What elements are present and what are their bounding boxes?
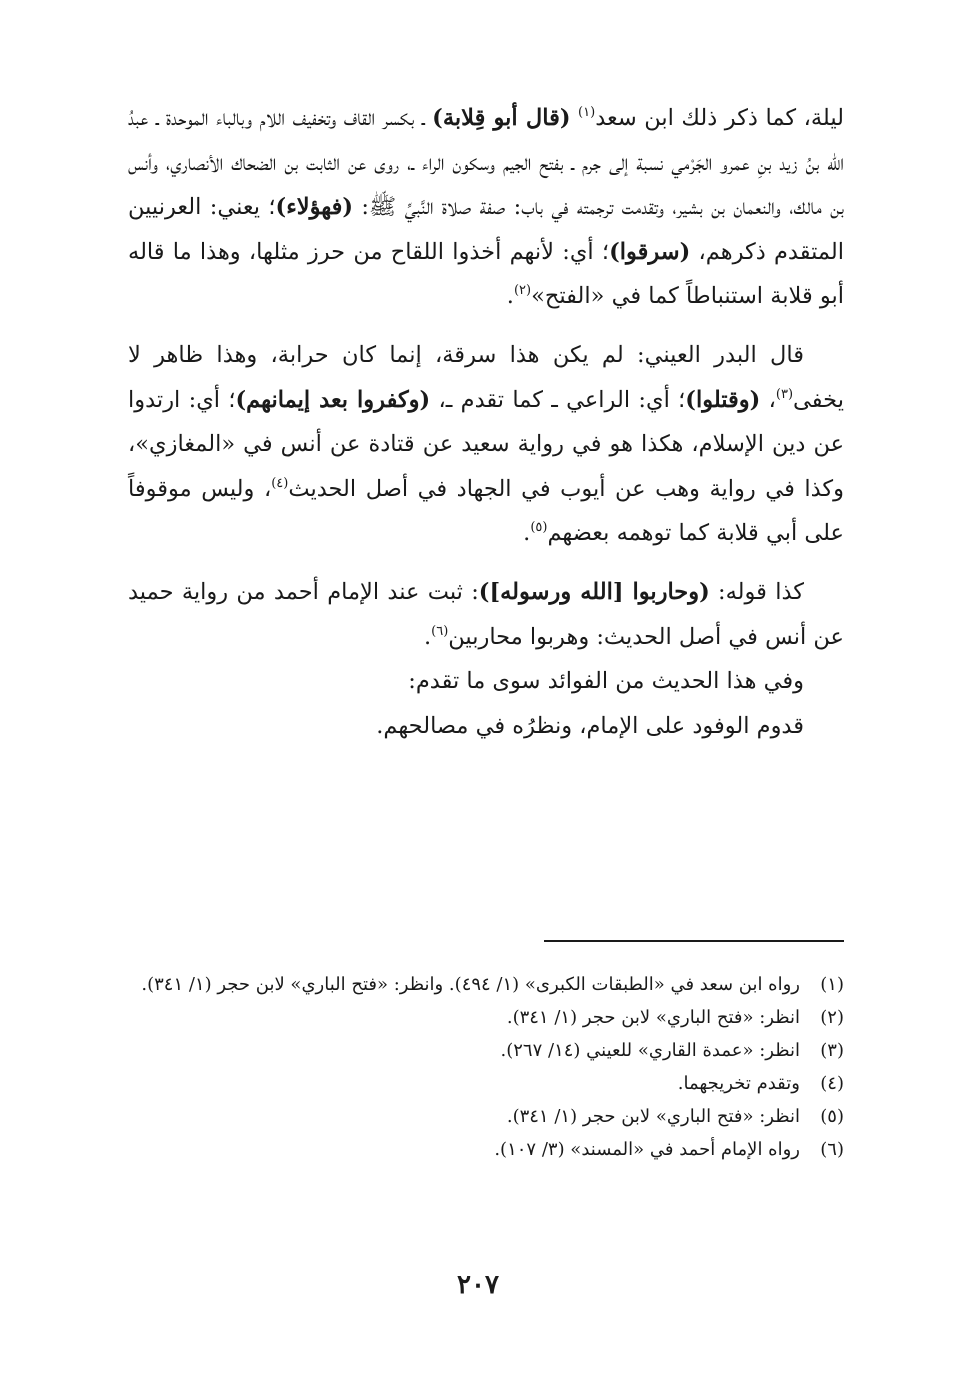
text-run: ؛ أي: لأنهم أخذوا اللقاح من حرز مثلها، وهذا ما قاله أبو قلابة استنباطاً كما في «الفتح» xyxy=(128,238,844,310)
paragraph-4 xyxy=(128,659,844,704)
paragraph-1 xyxy=(128,96,844,319)
text-run: ـ بكسر القاف وتخفيف اللام وبالباء الموحدة ـ عبدُ الله بنُ زيد بنِ عمرو الجَرْمي نسبة إلى جرم ـ بفتح الجيم وسكون الراء ـ، روى عن الثابت بن الضحاك الأنصاري، وأنس بن مالك، والنعمان بن بشير، وتقدمت ترجمته في باب: صفة صلاة النَّبيِّ ﷺ: xyxy=(128,105,844,221)
text-run: . xyxy=(423,623,432,650)
footnotes-list xyxy=(128,968,844,1166)
text-run: ؛ يعني: العرنيين المتقدم ذكرهم، xyxy=(128,194,844,265)
text-run: ، وليس موقوفاً على أبي قلابة كما توهمه بعضهم xyxy=(128,475,844,547)
footnote-text: وتقدم تخريجهما. xyxy=(677,1073,800,1094)
footnote xyxy=(128,1133,844,1166)
main-text xyxy=(128,96,844,748)
paragraph-5 xyxy=(128,704,844,749)
footnote xyxy=(128,1001,844,1034)
text-run: قدوم الوفود على الإمام، ونظرُه في مصالحهم. xyxy=(376,712,804,739)
footnote-text: انظر: «فتح الباري» لابن حجر (١/ ٣٤١). xyxy=(506,1007,800,1028)
footnote xyxy=(128,1100,844,1133)
footnote-marker: (٣) xyxy=(775,386,794,402)
page-number: ٢٠٧ xyxy=(457,1270,499,1300)
footnote-text: انظر: «عمدة القاري» للعيني (١٤/ ٢٦٧). xyxy=(500,1040,800,1061)
hadith-quote: (سرقوا) xyxy=(609,238,691,265)
text-run: . xyxy=(506,283,514,310)
footnote-text: رواه ابن سعد في «الطبقات الكبرى» (١/ ٤٩٤). وانظر: «فتح الباري» لابن حجر (١/ ٣٤١). xyxy=(141,974,800,995)
text-run xyxy=(571,105,579,131)
footnote-number: (٣) xyxy=(820,1040,844,1061)
footnote-number: (٥) xyxy=(820,1106,844,1127)
footnote-text: انظر: «فتح الباري» لابن حجر (١/ ٣٤١). xyxy=(506,1106,800,1127)
footnote-marker: (١) xyxy=(578,105,596,120)
footnote-number: (١) xyxy=(820,974,844,995)
footnote-number: (٢) xyxy=(820,1007,844,1028)
footnote-marker: (٥) xyxy=(530,520,548,536)
hadith-quote: (وحاربوا [الله ورسوله]) xyxy=(478,578,710,605)
paragraph-2 xyxy=(128,333,844,556)
text-run: ؛ أي: ارتدوا عن دين الإسلام، هكذا هو في رواية سعيد عن قتادة عن أنس في «المغازي»، وكذا في رواية وهب عن أيوب في الجهاد في أصل الحديث xyxy=(128,386,844,502)
text-run: . xyxy=(523,520,531,547)
text-run: : ثبت عند الإمام أحمد من رواية حميد عن أنس في أصل الحديث: وهربوا محاربين xyxy=(128,578,844,650)
text-run: ليلة، كما ذكر ذلك ابن سعد xyxy=(595,105,844,131)
text-run: ، xyxy=(760,386,776,413)
footnote-separator xyxy=(544,940,844,942)
hadith-quote: (قال أبو قِلابة) xyxy=(432,105,571,131)
hadith-quote: (فهؤلاء) xyxy=(275,194,354,221)
text-run: ؛ أي: الراعي ـ كما تقدم ـ، xyxy=(430,386,686,413)
footnote-text: رواه الإمام أحمد في «المسند» (٣/ ١٠٧). xyxy=(494,1139,800,1160)
footnote xyxy=(128,968,844,1001)
footnote-marker: (٦) xyxy=(431,623,449,639)
text-run: وفي هذا الحديث من الفوائد سوى ما تقدم: xyxy=(408,668,804,695)
text-run: كذا قوله: xyxy=(709,578,804,605)
footnote-number: (٦) xyxy=(820,1139,844,1160)
footnote xyxy=(128,1034,844,1067)
hadith-quote: (وكفروا بعد إيمانهم) xyxy=(235,386,431,413)
footnote-number: (٤) xyxy=(820,1073,844,1094)
footnote-marker: (٢) xyxy=(513,283,532,299)
paragraph-3 xyxy=(128,570,844,659)
hadith-quote: (وقتلوا) xyxy=(685,386,761,413)
footnote xyxy=(128,1067,844,1100)
footnote-marker: (٤) xyxy=(271,475,289,491)
text-run: قال البدر العيني: لم يكن هذا سرقة، إنما كان حرابة، وهذا ظاهر لا يخفى xyxy=(128,341,844,413)
